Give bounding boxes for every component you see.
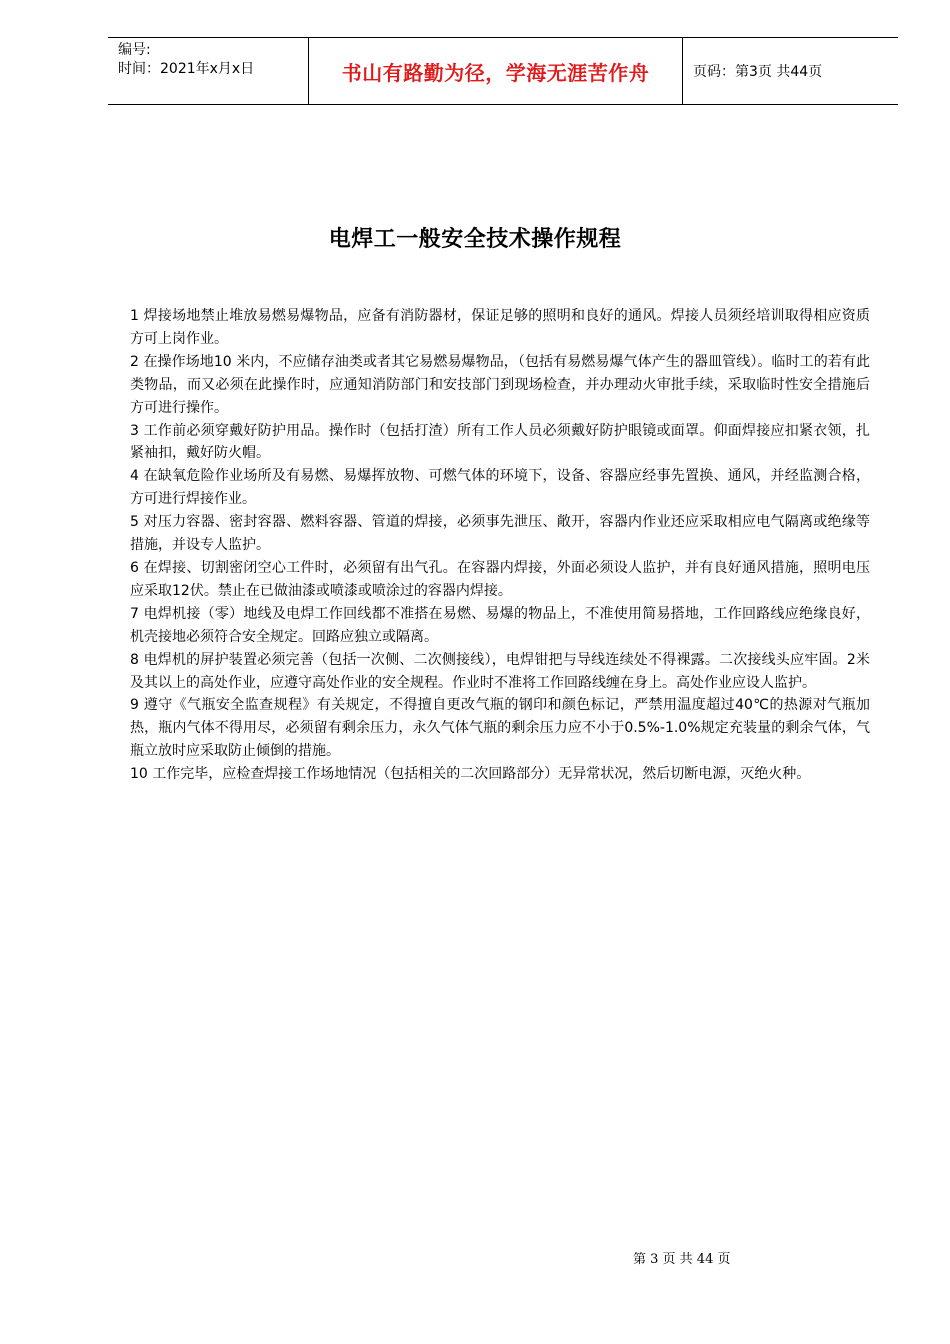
page-header	[108, 37, 898, 105]
paragraph-10: 10 工作完毕，应检查焊接工作场地情况（包括相关的二次回路部分）无异常状况，然后切断电源，灭绝火种。	[130, 766, 811, 783]
document-body	[130, 305, 870, 786]
page-info: 页码：第3页 共44页	[693, 64, 823, 80]
date-line: 时间：2021年x月x日	[118, 61, 255, 77]
number-label: 编号:	[118, 42, 151, 58]
paragraph-2: 2 在操作场地10 米内，不应储存油类或者其它易燃易爆物品，（包括有易燃易爆气体产生的器皿管线）。临时工的若有此类物品，而又必须在此操作时，应通知消防部门和安技部门到现场检查，并办理动火审批手续，采取临时性安全措施后方可进行操作。	[130, 353, 870, 416]
paragraph-8: 8 电焊机的屏护装置必须完善（包括一次侧、二次侧接线），电焊钳把与导线连续处不得裸露。二次接线头应牢固。2米及其以上的高处作业，应遵守高处作业的安全规程。作业时不准将工作回路线缠在身上。高处作业应设人监护。	[130, 651, 870, 691]
paragraph-3: 3 工作前必须穿戴好防护用品。操作时（包括打渣）所有工作人员必须戴好防护眼镜或面罩。仰面焊接应扣紧衣领，扎紧袖扣，戴好防火帽。	[130, 422, 870, 462]
header-page-cell	[683, 38, 898, 104]
paragraph-7: 7 电焊机接（零）地线及电焊工作回线都不准搭在易燃、易爆的物品上，不准使用简易搭地，工作回路线应绝缘良好，机壳接地必须符合安全规定。回路应独立或隔离。	[130, 605, 870, 645]
header-motto-cell	[309, 38, 683, 104]
motto-text: 书山有路勤为径，学海无涯苦作舟	[341, 60, 650, 85]
header-meta-cell	[108, 38, 309, 104]
paragraph-5: 5 对压力容器、密封容器、燃料容器、管道的焊接，必须事先泄压、敞开，容器内作业还应采取相应电气隔离或绝缘等措施，并设专人监护。	[130, 514, 870, 554]
paragraph-1: 1 焊接场地禁止堆放易燃易爆物品，应备有消防器材，保证足够的照明和良好的通风。焊接人员须经培训取得相应资质方可上岗作业。	[130, 308, 870, 347]
paragraph-4: 4 在缺氧危险作业场所及有易燃、易爆挥放物、可燃气体的环境下，设备、容器应经事先置换、通风，并经监测合格，方可进行焊接作业。	[130, 468, 870, 508]
document-title: 电焊工一般安全技术操作规程	[328, 227, 622, 252]
paragraph-6: 6 在焊接、切割密闭空心工件时，必须留有出气孔。在容器内焊接，外面必须设人监护，并有良好通风措施，照明电压应采取12伏。禁止在已做油漆或喷漆或喷涂过的容器内焊接。	[130, 559, 870, 599]
paragraph-9: 9 遵守《气瓶安全监查规程》有关规定，不得擅自更改气瓶的钢印和颜色标记，严禁用温度超过40℃的热源对气瓶加热，瓶内气体不得用尽，必须留有剩余压力，永久气体气瓶的剩余压力应不小于0.5%-1.0%规定充装量的剩余气体，气瓶立放时应采取防止倾倒的措施。	[130, 697, 870, 760]
footer-page-number: 第 3 页 共 44 页	[633, 1252, 731, 1267]
